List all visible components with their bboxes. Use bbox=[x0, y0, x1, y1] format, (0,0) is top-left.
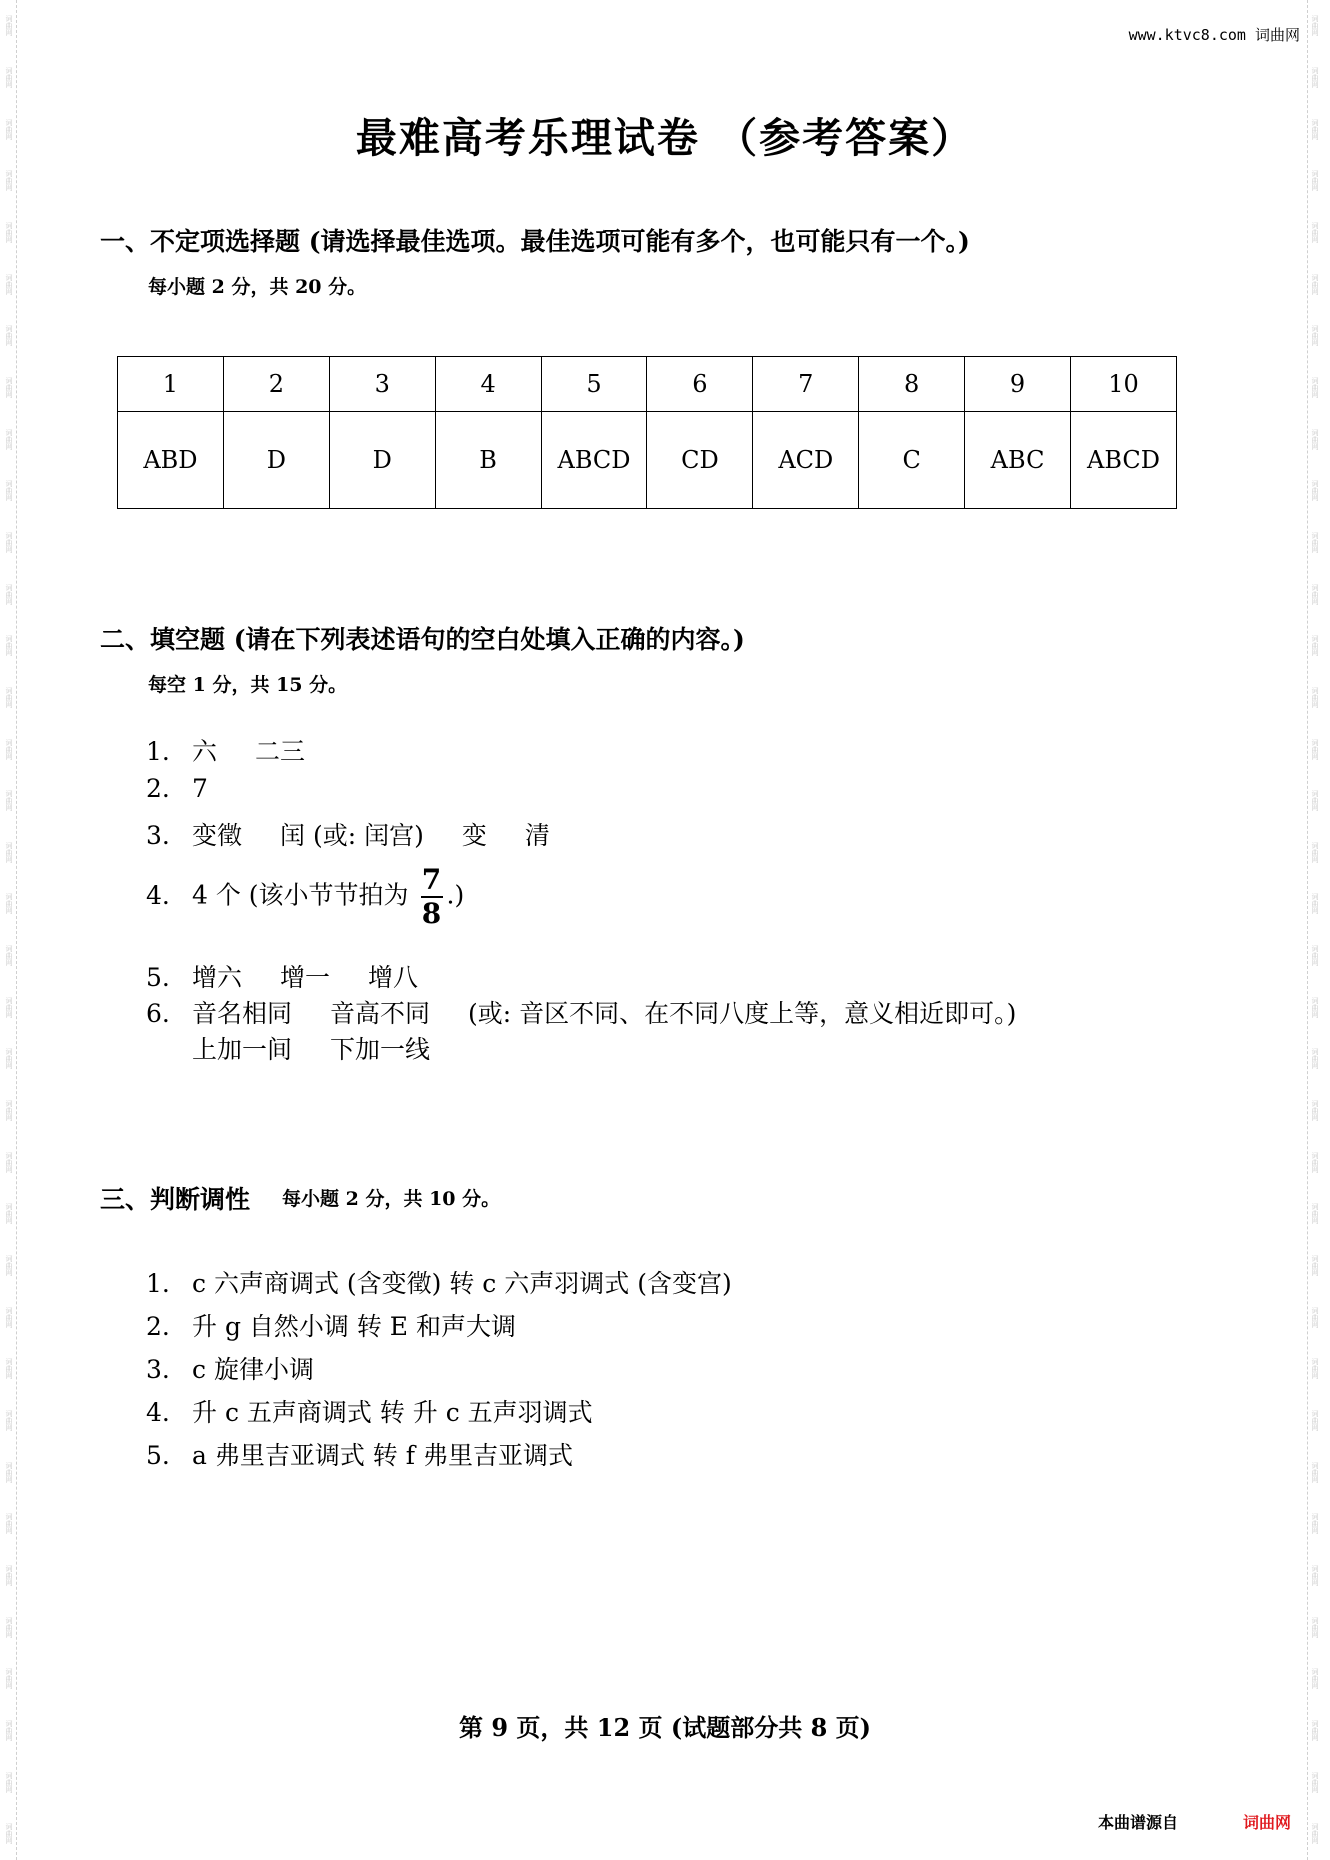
answer-text: 变徵 bbox=[192, 821, 243, 850]
margin-watermark-text: 词曲网 bbox=[1311, 221, 1319, 243]
margin-watermark-text: 词曲网 bbox=[5, 996, 13, 1018]
question-number: 4 bbox=[435, 357, 541, 412]
margin-watermark-text: 词曲网 bbox=[5, 66, 13, 88]
question-number: 5 bbox=[541, 357, 647, 412]
margin-watermark-text: 词曲网 bbox=[1311, 273, 1319, 295]
item-number: 4. bbox=[146, 880, 170, 910]
margin-watermark-text: 词曲网 bbox=[5, 15, 13, 37]
answer-text: 增六 bbox=[192, 963, 243, 992]
margin-watermark-text: 词曲网 bbox=[5, 1771, 13, 1793]
right-margin-watermark-strip bbox=[1307, 0, 1322, 1860]
margin-watermark-text: 词曲网 bbox=[5, 945, 13, 967]
margin-watermark-text: 词曲网 bbox=[1311, 945, 1319, 967]
margin-watermark-text: 词曲网 bbox=[1311, 635, 1319, 657]
item-number: 4. bbox=[146, 1398, 170, 1427]
margin-watermark-text: 词曲网 bbox=[1311, 1461, 1319, 1483]
margin-watermark-text: 词曲网 bbox=[5, 1306, 13, 1328]
list-item bbox=[146, 1264, 732, 1300]
margin-watermark-text: 词曲网 bbox=[1311, 996, 1319, 1018]
margin-watermark-text: 词曲网 bbox=[5, 790, 13, 812]
margin-watermark-text: 词曲网 bbox=[1311, 428, 1319, 450]
margin-watermark-text: 词曲网 bbox=[5, 428, 13, 450]
margin-watermark-text: 词曲网 bbox=[1311, 1513, 1319, 1535]
section2-score-note: 每空 1 分，共 15 分。 bbox=[148, 674, 348, 696]
question-number: 3 bbox=[329, 357, 435, 412]
answer-text: 二三 bbox=[255, 737, 306, 766]
question-number: 7 bbox=[753, 357, 859, 412]
margin-watermark-text: 词曲网 bbox=[1311, 893, 1319, 915]
item-number: 1. bbox=[146, 737, 170, 766]
margin-watermark-text: 词曲网 bbox=[1311, 531, 1319, 553]
list-item bbox=[146, 1436, 573, 1472]
margin-watermark-text: 词曲网 bbox=[1311, 1151, 1319, 1173]
margin-watermark-text: 词曲网 bbox=[1311, 1255, 1319, 1277]
answer-cell: D bbox=[329, 412, 435, 509]
answer-text: 增一 bbox=[280, 963, 331, 992]
question-number: 9 bbox=[965, 357, 1071, 412]
source-brand-link[interactable]: 词曲网 bbox=[1243, 1813, 1292, 1832]
margin-watermark-text: 词曲网 bbox=[5, 1823, 13, 1845]
margin-watermark-text: 词曲网 bbox=[1311, 1771, 1319, 1793]
margin-watermark-text: 词曲网 bbox=[1311, 1358, 1319, 1380]
item-number: 5. bbox=[146, 963, 170, 992]
answer-text: c 六声商调式 (含变徵) 转 c 六声羽调式 (含变宫) bbox=[192, 1269, 732, 1298]
margin-watermark-text: 词曲网 bbox=[5, 1048, 13, 1070]
answer-text: 7 bbox=[192, 774, 208, 803]
margin-watermark-text: 词曲网 bbox=[1311, 118, 1319, 140]
question-number: 8 bbox=[859, 357, 965, 412]
margin-watermark-text: 词曲网 bbox=[5, 1719, 13, 1741]
margin-watermark-text: 词曲网 bbox=[5, 1410, 13, 1432]
margin-watermark-text: 词曲网 bbox=[5, 325, 13, 347]
answer-text: 增八 bbox=[368, 963, 419, 992]
answer-text: 升 g 自然小调 转 E 和声大调 bbox=[192, 1312, 516, 1341]
list-item bbox=[146, 774, 208, 803]
margin-watermark-text: 词曲网 bbox=[5, 221, 13, 243]
margin-watermark-text: 词曲网 bbox=[5, 480, 13, 502]
answer-cell: C bbox=[859, 412, 965, 509]
source-label: 本曲谱源自 bbox=[1098, 1813, 1179, 1832]
answer-text: 六 bbox=[192, 737, 218, 766]
answer-text: 音高不同 bbox=[330, 999, 431, 1028]
fraction-denominator: 8 bbox=[421, 897, 442, 930]
margin-watermark-text: 词曲网 bbox=[1311, 325, 1319, 347]
item-number: 3. bbox=[146, 1355, 170, 1384]
left-margin-watermark-strip bbox=[2, 0, 17, 1860]
margin-watermark-text: 词曲网 bbox=[5, 738, 13, 760]
margin-watermark-text: 词曲网 bbox=[1311, 1410, 1319, 1432]
item-number: 1. bbox=[146, 1269, 170, 1298]
margin-watermark-text: 词曲网 bbox=[1311, 738, 1319, 760]
margin-watermark-text: 词曲网 bbox=[1311, 15, 1319, 37]
answer-cell: B bbox=[435, 412, 541, 509]
margin-watermark-text: 词曲网 bbox=[5, 1565, 13, 1587]
item-number: 2. bbox=[146, 774, 170, 803]
margin-watermark-text: 词曲网 bbox=[5, 1461, 13, 1483]
item-number: 5. bbox=[146, 1441, 170, 1470]
margin-watermark-text: 词曲网 bbox=[5, 273, 13, 295]
answer-table-number-row bbox=[118, 357, 1177, 412]
list-item bbox=[146, 1307, 516, 1343]
margin-watermark-text: 词曲网 bbox=[1311, 1565, 1319, 1587]
answer-text: c 旋律小调 bbox=[192, 1355, 314, 1384]
answer-text: 清 bbox=[524, 821, 550, 850]
list-item bbox=[146, 958, 418, 994]
list-item bbox=[146, 994, 1016, 1030]
answer-text: .) bbox=[446, 880, 465, 910]
list-item-continuation bbox=[192, 1030, 430, 1066]
answer-cell: ABD bbox=[118, 412, 224, 509]
item-number: 3. bbox=[146, 821, 170, 850]
margin-watermark-text: 词曲网 bbox=[5, 583, 13, 605]
section3-score-note: 每小题 2 分，共 10 分。 bbox=[282, 1188, 501, 1210]
margin-watermark-text: 词曲网 bbox=[1311, 841, 1319, 863]
item-number: 2. bbox=[146, 1312, 170, 1341]
section2-heading: 二、填空题 (请在下列表述语句的空白处填入正确的内容。) bbox=[100, 625, 745, 654]
margin-watermark-text: 词曲网 bbox=[5, 376, 13, 398]
answer-cell: D bbox=[223, 412, 329, 509]
site-header[interactable]: www.ktvc8.com 词曲网 bbox=[1128, 26, 1300, 44]
margin-watermark-text: 词曲网 bbox=[5, 1358, 13, 1380]
margin-watermark-text: 词曲网 bbox=[5, 170, 13, 192]
answer-cell: CD bbox=[647, 412, 753, 509]
margin-watermark-text: 词曲网 bbox=[1311, 170, 1319, 192]
answer-cell: ABCD bbox=[1071, 412, 1177, 509]
margin-watermark-text: 词曲网 bbox=[5, 1255, 13, 1277]
margin-watermark-text: 词曲网 bbox=[1311, 1719, 1319, 1741]
margin-watermark-text: 词曲网 bbox=[1311, 66, 1319, 88]
margin-watermark-text: 词曲网 bbox=[5, 1616, 13, 1638]
answer-text: 升 c 五声商调式 转 升 c 五声羽调式 bbox=[192, 1398, 593, 1427]
margin-watermark-text: 词曲网 bbox=[1311, 1823, 1319, 1845]
time-signature-fraction bbox=[421, 864, 443, 930]
margin-watermark-text: 词曲网 bbox=[5, 1100, 13, 1122]
answer-cell: ACD bbox=[753, 412, 859, 509]
page-title: 最难高考乐理试卷 （参考答案） bbox=[355, 114, 975, 162]
margin-watermark-text: 词曲网 bbox=[5, 1668, 13, 1690]
margin-watermark-text: 词曲网 bbox=[5, 841, 13, 863]
item-number: 6. bbox=[146, 999, 170, 1028]
section1-heading: 一、不定项选择题 (请选择最佳选项。最佳选项可能有多个，也可能只有一个。) bbox=[100, 227, 970, 256]
list-item bbox=[146, 1350, 314, 1386]
margin-watermark-text: 词曲网 bbox=[1311, 1100, 1319, 1122]
list-item bbox=[146, 1393, 593, 1429]
list-item bbox=[146, 864, 464, 930]
margin-watermark-text: 词曲网 bbox=[1311, 480, 1319, 502]
margin-watermark-text: 词曲网 bbox=[5, 1513, 13, 1535]
margin-watermark-text: 词曲网 bbox=[1311, 1616, 1319, 1638]
margin-watermark-text: 词曲网 bbox=[1311, 1668, 1319, 1690]
answer-text: 4 个 (该小节节拍为 bbox=[192, 880, 409, 910]
margin-watermark-text: 词曲网 bbox=[5, 531, 13, 553]
question-number: 1 bbox=[118, 357, 224, 412]
page-number-footer: 第 9 页，共 12 页 (试题部分共 8 页) bbox=[459, 1713, 871, 1742]
question-number: 2 bbox=[223, 357, 329, 412]
section3-heading: 三、判断调性 bbox=[100, 1185, 251, 1214]
margin-watermark-text: 词曲网 bbox=[1311, 686, 1319, 708]
answer-text: 音名相同 bbox=[192, 999, 293, 1028]
margin-watermark-text: 词曲网 bbox=[1311, 1306, 1319, 1328]
answer-text: 上加一间 bbox=[192, 1035, 293, 1064]
answer-table-answer-row bbox=[118, 412, 1177, 509]
answer-table bbox=[117, 356, 1177, 509]
answer-text: a 弗里吉亚调式 转 f 弗里吉亚调式 bbox=[192, 1441, 573, 1470]
answer-cell: ABCD bbox=[541, 412, 647, 509]
margin-watermark-text: 词曲网 bbox=[1311, 790, 1319, 812]
answer-text: 下加一线 bbox=[330, 1035, 431, 1064]
section1-score-note: 每小题 2 分，共 20 分。 bbox=[148, 276, 367, 298]
list-item bbox=[146, 816, 550, 852]
answer-text: 变 bbox=[461, 821, 487, 850]
margin-watermark-text: 词曲网 bbox=[5, 686, 13, 708]
margin-watermark-text: 词曲网 bbox=[1311, 1203, 1319, 1225]
margin-watermark-text: 词曲网 bbox=[5, 118, 13, 140]
margin-watermark-text: 词曲网 bbox=[1311, 376, 1319, 398]
margin-watermark-text: 词曲网 bbox=[1311, 583, 1319, 605]
fraction-numerator: 7 bbox=[421, 863, 442, 896]
margin-watermark-text: 词曲网 bbox=[1311, 1048, 1319, 1070]
question-number: 10 bbox=[1071, 357, 1177, 412]
margin-watermark-text: 词曲网 bbox=[5, 1151, 13, 1173]
margin-watermark-text: 词曲网 bbox=[5, 635, 13, 657]
answer-text: (或: 音区不同、在不同八度上等，意义相近即可。) bbox=[468, 999, 1017, 1028]
margin-watermark-text: 词曲网 bbox=[5, 1203, 13, 1225]
list-item bbox=[146, 732, 305, 768]
answer-cell: ABC bbox=[965, 412, 1071, 509]
question-number: 6 bbox=[647, 357, 753, 412]
margin-watermark-text: 词曲网 bbox=[5, 893, 13, 915]
answer-text: 闰 (或: 闰宫) bbox=[280, 821, 424, 850]
